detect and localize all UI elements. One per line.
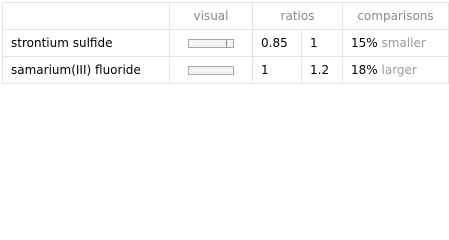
header-row [3,3,449,30]
ratio-value-a: 0.85 [253,30,302,57]
comparison-percent: 15% [351,36,378,50]
row-name: strontium sulfide [3,30,170,57]
comparison-percent: 18% [351,63,378,77]
ratio-value-b: 1.2 [302,57,343,84]
comparison-word: larger [381,63,417,77]
comparison-cell [343,30,449,57]
table-row [3,30,449,57]
comparison-table [2,2,449,84]
ratio-value-a: 1 [253,57,302,84]
visual-cell [170,57,253,84]
ratio-bar [188,39,234,48]
header-ratios: ratios [253,3,343,30]
header-name-cell [3,3,170,30]
ratio-bar [188,66,234,75]
header-visual: visual [170,3,253,30]
table-row [3,57,449,84]
ratio-bar-marker [226,39,227,48]
comparison-word: smaller [381,36,426,50]
header-comparisons: comparisons [343,3,449,30]
comparison-cell [343,57,449,84]
ratio-value-b: 1 [302,30,343,57]
comparison-widget [0,0,449,95]
row-name: samarium(III) fluoride [3,57,170,84]
visual-cell [170,30,253,57]
